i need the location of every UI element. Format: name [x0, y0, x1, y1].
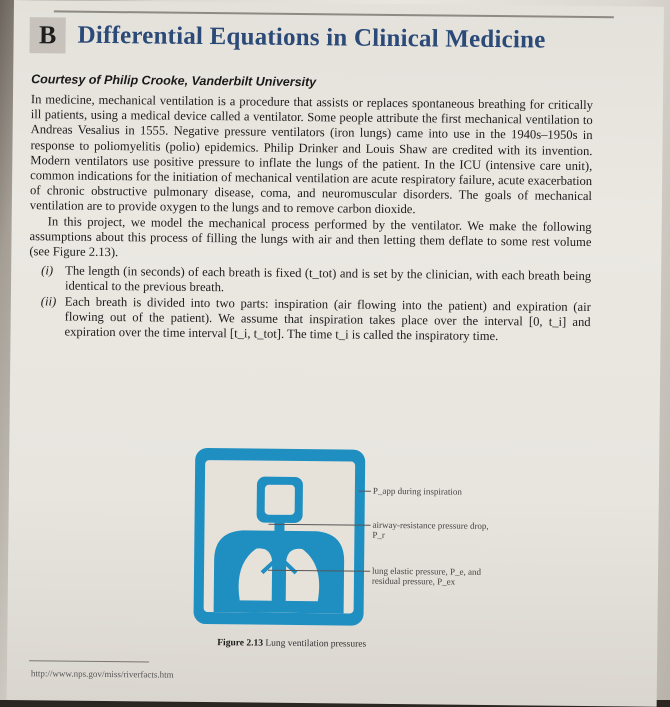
paragraph: In medicine, mechanical ventilation is a procedure that assists or replaces spontaneous breathing for critically ill patients, using a medical device called a ventilator. Some people attribute the first mechanical ventilation to Andreas Vesalius in 1555. Negative pressure ventilators (iron lungs) came into use in the 1940s–1950s in response to poliomyelitis (polio) epidemics. Philip Drinker and Louis Shaw are credited with its invention. Modern ventilators use positive pressure to inflate the lungs of the patient. In the ICU (intensive care unit), common indications for the initiation of mechanical ventilation are acute respiratory failure, acute exacerbation of chronic obstructive pulmonary disease, coma, and neuromuscular disorders. The goals of mechanical ventilation are to provide oxygen to the lungs and to remove carbon dioxide.	[29, 92, 594, 217]
top-rule	[54, 10, 614, 18]
courtesy-line: Courtesy of Philip Crooke, Vanderbilt University	[31, 72, 317, 90]
head-inner	[265, 485, 295, 515]
item-number: (i)	[41, 263, 54, 278]
caption-label: Figure 2.13	[217, 638, 264, 649]
item-text: The length (in seconds) of each breath is fixed (t_tot) and is set by the clinician, with each breath being identical to the previous breath.	[64, 263, 592, 295]
body-text	[28, 92, 593, 345]
caption-text: Lung ventilation pressures	[265, 638, 367, 650]
item-number: (ii)	[40, 293, 57, 309]
section-title: Differential Equations in Clinical Medicine	[77, 21, 546, 54]
lungs-illustration	[204, 460, 356, 614]
figure-callouts	[359, 485, 489, 587]
item-text: Each breath is divided into two parts: inspiration (air flowing into the patient) and expiration (air flowing out of the patient). We assume that inspiration takes place over the interval [0, t_i] and expiration over the time interval [t_i, t_tot]. The time t_i is called the inspiratory time.	[64, 294, 591, 344]
figure-inner	[204, 460, 356, 614]
footnote-rule	[29, 660, 149, 662]
lung-figure	[193, 448, 365, 626]
footnote-url: http://www.nps.gov/miss/riverfacts.htm	[30, 668, 174, 680]
callout-label: airway-resistance pressure drop, P_r	[372, 519, 489, 540]
callout-label: lung elastic pressure, P_e, and residual pressure, P_ex	[371, 565, 482, 587]
callout-label: P_app during inspiration	[372, 485, 462, 497]
textbook-page	[7, 0, 664, 707]
figure-caption	[217, 638, 366, 650]
torso-shape	[214, 530, 345, 613]
leader-line	[359, 491, 371, 492]
section-header	[29, 17, 545, 58]
paragraph: In this project, we model the mechanical process performed by the ventilator. We make the following assumptions about this process of filling the lungs with air and then letting them deflate to some rest volume (see Figure 2.13).	[29, 213, 592, 260]
section-badge: B	[29, 17, 65, 53]
list-item	[28, 294, 590, 345]
assumption-list	[28, 263, 591, 345]
